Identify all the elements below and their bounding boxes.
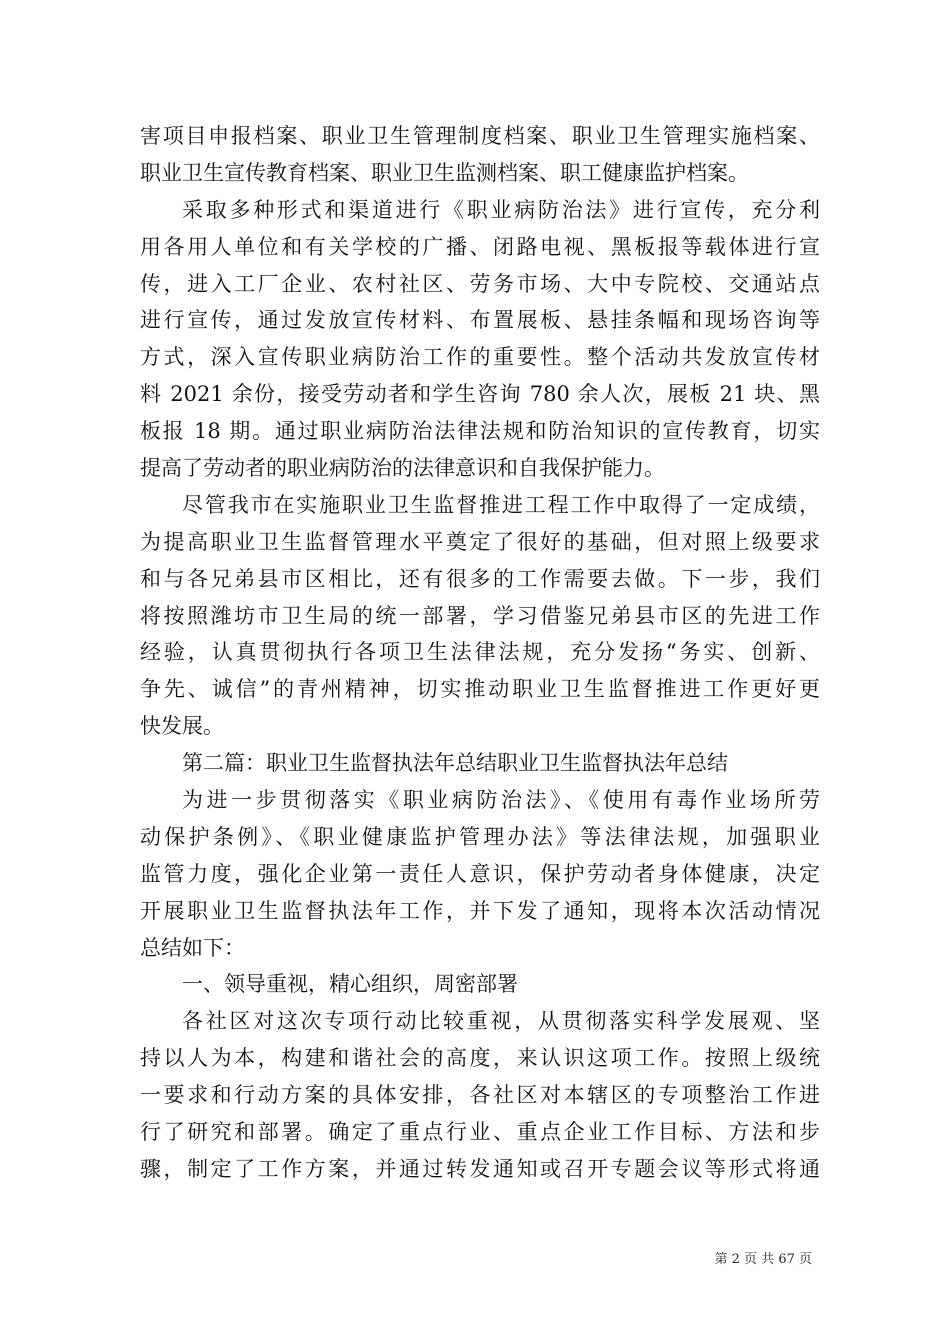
text-line: 方式，深入宣传职业病防治工作的重要性。整个活动共发放宣传材 <box>140 345 820 370</box>
text-line: 动保护条例》、《职业健康监护管理办法》等法律法规，加强职业 <box>140 824 820 849</box>
text-line: 经验，认真贯彻执行各项卫生法律法规，充分发扬“务实、创新、 <box>140 640 820 665</box>
text-line: 行了研究和部署。确定了重点行业、重点企业工作目标、方法和步 <box>140 1120 820 1145</box>
text-line: 料 2021 余份，接受劳动者和学生咨询 780 余人次，展板 21 块、黑 <box>140 382 820 407</box>
text-line: 第二篇：职业卫生监督执法年总结职业卫生监督执法年总结 <box>182 751 728 776</box>
document-body <box>140 118 820 1188</box>
text-line: 总结如下： <box>140 935 245 960</box>
text-line: 用各用人单位和有关学校的广播、闭路电视、黑板报等载体进行宣 <box>140 234 820 259</box>
text-line: 为提高职业卫生监督管理水平奠定了很好的基础，但对照上级要求 <box>140 529 820 554</box>
text-line: 监管力度，强化企业第一责任人意识，保护劳动者身体健康，决定 <box>140 861 820 886</box>
text-line: 一、领导重视，精心组织，周密部署 <box>182 972 518 997</box>
text-line: 采取多种形式和渠道进行《职业病防治法》进行宣传，充分利 <box>182 197 820 222</box>
text-line: 害项目申报档案、职业卫生管理制度档案、职业卫生管理实施档案、 <box>140 124 820 148</box>
text-line: 传，进入工厂企业、农村社区、劳务市场、大中专院校、交通站点 <box>140 271 820 296</box>
text-line: 各社区对这次专项行动比较重视，从贯彻落实科学发展观、坚 <box>182 1009 820 1034</box>
text-line: 将按照潍坊市卫生局的统一部署，学习借鉴兄弟县市区的先进工作 <box>140 603 820 628</box>
text-line: 一要求和行动方案的具体安排，各社区对本辖区的专项整治工作进 <box>140 1083 820 1108</box>
text-line: 骤，制定了工作方案，并通过转发通知或召开专题会议等形式将通 <box>140 1156 820 1181</box>
text-line: 持以人为本，构建和谐社会的高度，来认识这项工作。按照上级统 <box>140 1046 820 1071</box>
text-line: 提高了劳动者的职业病防治的法律意识和自我保护能力。 <box>140 456 665 481</box>
text-line: 和与各兄弟县市区相比，还有很多的工作需要去做。下一步，我们 <box>140 566 820 591</box>
page-number: 第 2 页 共 67 页 <box>714 1252 812 1267</box>
text-line: 进行宣传，通过发放宣传材料、布置展板、悬挂条幅和现场咨询等 <box>140 308 820 333</box>
text-line: 板报 18 期。通过职业病防治法律法规和防治知识的宣传教育，切实 <box>140 419 820 444</box>
text-line: 争先、诚信”的青州精神，切实推动职业卫生监督推进工作更好更 <box>140 677 820 702</box>
text-line: 职业卫生宣传教育档案、职业卫生监测档案、职工健康监护档案。 <box>140 160 749 185</box>
text-line: 开展职业卫生监督执法年工作，并下发了通知，现将本次活动情况 <box>140 898 820 923</box>
text-line: 尽管我市在实施职业卫生监督推进工程工作中取得了一定成绩， <box>182 492 820 517</box>
text-line: 为进一步贯彻落实《职业病防治法》、《使用有毒作业场所劳 <box>182 788 820 813</box>
text-line: 快发展。 <box>140 714 224 739</box>
